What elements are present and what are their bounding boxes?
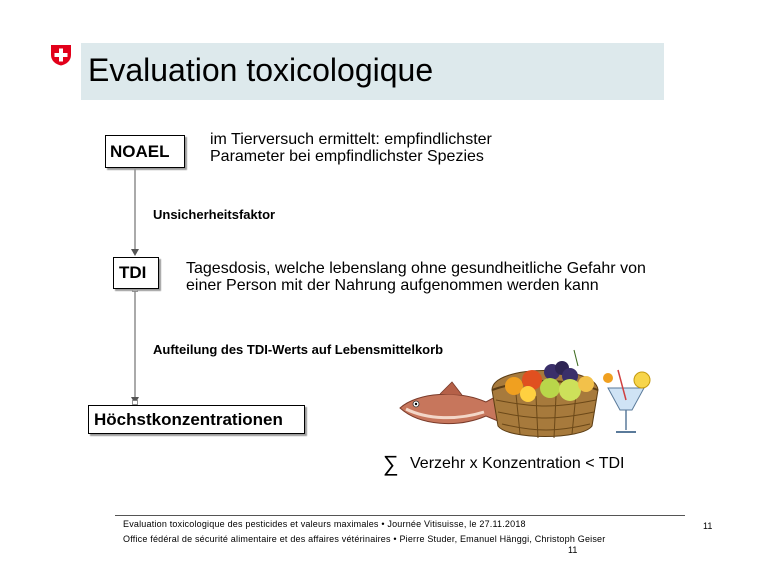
noael-description <box>210 131 492 165</box>
page-title: Evaluation toxicologique <box>88 52 434 88</box>
tdi-box: TDI <box>113 257 159 289</box>
tdi-description <box>186 260 646 294</box>
footer-slide-number: 11 <box>568 545 578 555</box>
max-concentrations-box: Höchstkonzentrationen <box>88 405 305 434</box>
tdi-formula: Verzehr x Konzentration < TDI <box>410 455 625 472</box>
page-number: 11 <box>703 521 713 531</box>
noael-description-line1: im Tierversuch ermittelt: empfindlichster <box>210 131 492 148</box>
footer-divider <box>115 515 685 516</box>
footer-authors-line: Office fédéral de sécurité alimentaire et des affaires vétérinaires • Pierre Studer, Emanuel Hänggi, Christoph Geiser <box>123 534 606 544</box>
sum-symbol: ∑ <box>383 451 399 476</box>
uncertainty-factor-label: Unsicherheitsfaktor <box>153 207 276 222</box>
tdi-description-line2: einer Person mit der Nahrung aufgenommen werden kann <box>186 277 599 294</box>
noael-description-line2: Parameter bei empfindlichster Spezies <box>210 148 484 165</box>
footer-presentation-line: Evaluation toxicologique des pesticides et valeurs maximales • Journée Vitisuisse, le 27.11.2018 <box>123 519 526 529</box>
noael-box: NOAEL <box>105 135 185 168</box>
fruit-basket-icon <box>492 350 598 438</box>
tdi-description-line1: Tagesdosis, welche lebenslang ohne gesundheitliche Gefahr von <box>186 260 646 277</box>
fish-fruit-basket-drink-illustration <box>396 348 656 443</box>
cocktail-glass-icon <box>603 370 650 432</box>
tdi-allocation-label: Aufteilung des TDI-Werts auf Lebensmittelkorb <box>153 342 444 357</box>
